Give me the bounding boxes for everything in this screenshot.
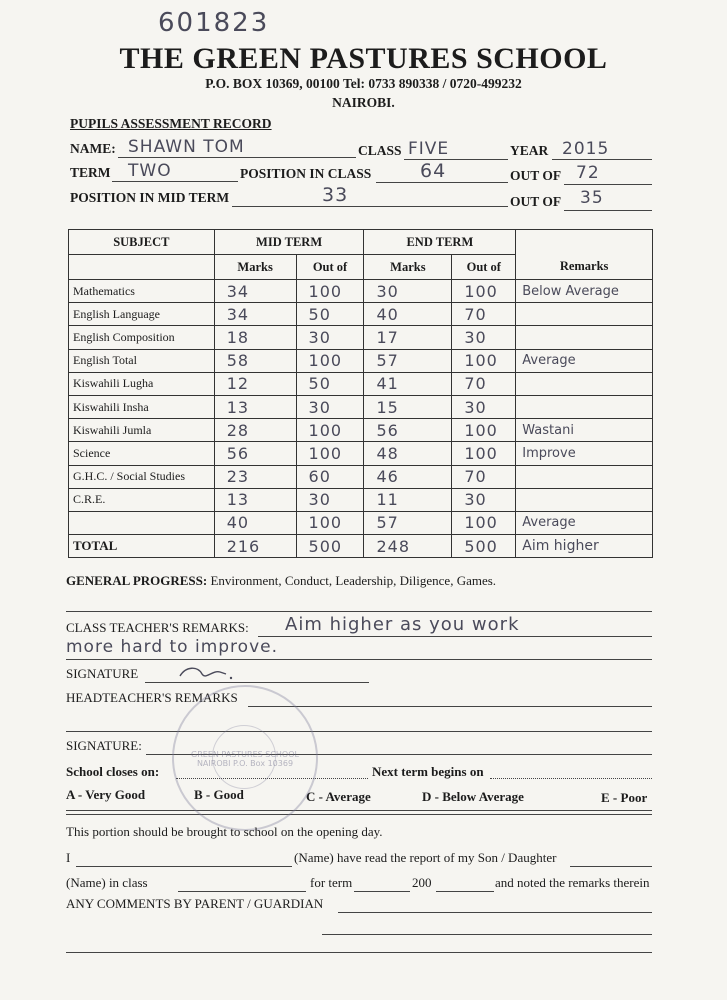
remark-cell [516, 465, 653, 488]
header-mid-outof: Out of [296, 255, 364, 280]
header-subject: SUBJECT [69, 230, 215, 255]
term-label: TERM [70, 165, 111, 180]
end-marks-cell: 41 [364, 372, 452, 395]
remark-cell: Average [516, 349, 653, 372]
mid-outof-cell: 30 [296, 395, 364, 418]
grade-c: C - Average [306, 789, 371, 804]
end-outof-cell: 100 [452, 442, 516, 465]
mid-marks-cell: 28 [214, 419, 296, 442]
header-blank [516, 230, 653, 255]
footer-name-line [76, 866, 292, 867]
position-label: POSITION IN CLASS [240, 166, 372, 181]
headteacher-line-1 [248, 706, 652, 707]
position-line [376, 182, 508, 183]
table-row [69, 303, 653, 326]
closes-label: School closes on: [66, 764, 160, 779]
class-value: FIVE [408, 139, 450, 159]
mid-marks-cell: 34 [214, 303, 296, 326]
subject-cell: Kiswahili Lugha [69, 372, 215, 395]
marks-rows [69, 280, 653, 535]
next-term-line [490, 778, 652, 779]
term-value: TWO [128, 161, 172, 181]
grades-line-2 [66, 814, 652, 815]
general-progress-label: GENERAL PROGRESS: [66, 573, 208, 588]
header-blank-subject [69, 255, 215, 280]
total-label: TOTAL [69, 535, 215, 558]
end-outof-cell: 30 [452, 326, 516, 349]
total-remark: Aim higher [516, 535, 653, 558]
end-marks-cell: 56 [364, 419, 452, 442]
footer-line2-year: 200 [412, 875, 432, 890]
subject-cell: Mathematics [69, 280, 215, 303]
mid-position-line [232, 206, 508, 207]
end-outof-cell: 70 [452, 465, 516, 488]
footer-note: This portion should be brought to school on the opening day. [66, 824, 383, 839]
headteacher-line-2 [66, 731, 652, 732]
footer-comments-line-3 [66, 952, 652, 953]
mid-outof-cell: 100 [296, 349, 364, 372]
mid-marks-cell: 56 [214, 442, 296, 465]
header-mid-marks: Marks [214, 255, 296, 280]
grade-a: A - Very Good [66, 787, 146, 802]
remark-cell [516, 372, 653, 395]
subject-cell: Science [69, 442, 215, 465]
mid-outof-cell: 50 [296, 303, 364, 326]
end-outof-cell: 100 [452, 280, 516, 303]
footer-class-line [178, 891, 306, 892]
year-value: 2015 [562, 139, 610, 159]
end-outof-cell: 30 [452, 395, 516, 418]
outof-label: OUT OF [510, 168, 562, 183]
name-value: SHAWN TOM [128, 137, 245, 157]
mid-marks-cell: 12 [214, 372, 296, 395]
header-end-term: END TERM [364, 230, 516, 255]
mid-outof-cell: 100 [296, 442, 364, 465]
header-end-marks: Marks [364, 255, 452, 280]
grade-b: B - Good [194, 787, 244, 802]
remark-cell: Improve [516, 442, 653, 465]
term-line [112, 181, 238, 182]
mid-outof-value: 35 [580, 188, 604, 208]
school-address: P.O. BOX 10369, 00100 Tel: 0733 890338 / 0720-499232 [205, 76, 522, 91]
name-line [118, 157, 356, 158]
mid-outof-cell: 30 [296, 488, 364, 511]
position-value: 64 [420, 160, 447, 182]
grade-d: D - Below Average [422, 789, 524, 804]
end-marks-cell: 46 [364, 465, 452, 488]
teacher-remarks-label: CLASS TEACHER'S REMARKS: [66, 620, 249, 635]
end-marks-cell: 11 [364, 488, 452, 511]
table-row [69, 511, 653, 534]
mid-marks-cell: 23 [214, 465, 296, 488]
serial-number: 601823 [158, 8, 270, 38]
end-marks-cell: 48 [364, 442, 452, 465]
total-mid-marks: 216 [214, 535, 296, 558]
end-marks-cell: 57 [364, 511, 452, 534]
mid-marks-cell: 40 [214, 511, 296, 534]
total-mid-outof: 500 [296, 535, 364, 558]
table-row [69, 349, 653, 372]
teacher-remarks-line2: more hard to improve. [66, 637, 279, 657]
teacher-line-1 [258, 636, 652, 637]
teacher-remarks-line1: Aim higher as you work [285, 614, 520, 635]
headteacher-label: HEADTEACHER'S REMARKS [66, 690, 238, 705]
table-row [69, 372, 653, 395]
table-row [69, 326, 653, 349]
end-outof-cell: 70 [452, 372, 516, 395]
grades-line-1 [66, 810, 652, 811]
footer-comments-label: ANY COMMENTS BY PARENT / GUARDIAN [66, 896, 324, 911]
end-outof-cell: 100 [452, 419, 516, 442]
total-end-marks: 248 [364, 535, 452, 558]
mid-outof-cell: 50 [296, 372, 364, 395]
remark-cell: Average [516, 511, 653, 534]
table-row [69, 488, 653, 511]
signature-label: SIGNATURE [66, 666, 139, 681]
mid-outof-cell: 100 [296, 511, 364, 534]
remark-cell: Wastani [516, 419, 653, 442]
record-title: PUPILS ASSESSMENT RECORD [70, 116, 272, 131]
table-row [69, 465, 653, 488]
remark-cell [516, 326, 653, 349]
mid-outof-cell: 100 [296, 419, 364, 442]
footer-line2-term: for term [310, 875, 353, 890]
outof-line [564, 184, 652, 185]
footer-line1-prefix: I [66, 850, 71, 865]
footer-child-line [570, 866, 652, 867]
subject-cell: English Total [69, 349, 215, 372]
mid-outof-label: OUT OF [510, 194, 562, 209]
next-term-label: Next term begins on [372, 764, 484, 779]
grade-e: E - Poor [601, 790, 648, 805]
end-marks-cell: 15 [364, 395, 452, 418]
table-row [69, 442, 653, 465]
footer-line1-mid: (Name) have read the report of my Son / Daughter [294, 850, 557, 865]
remark-cell [516, 395, 653, 418]
end-marks-cell: 40 [364, 303, 452, 326]
mid-position-value: 33 [322, 184, 349, 206]
footer-line2-prefix: (Name) in class [66, 875, 148, 890]
mid-outof-cell: 30 [296, 326, 364, 349]
end-outof-cell: 70 [452, 303, 516, 326]
footer-comments-line-2 [322, 934, 652, 935]
year-label: YEAR [510, 143, 549, 158]
end-outof-cell: 100 [452, 511, 516, 534]
subject-cell [69, 511, 215, 534]
marks-table [68, 229, 653, 558]
table-row [69, 419, 653, 442]
outof-value: 72 [576, 163, 600, 183]
remark-cell [516, 488, 653, 511]
school-city: NAIROBI. [332, 95, 395, 110]
progress-line [66, 611, 652, 612]
remark-cell: Below Average [516, 280, 653, 303]
stamp-text: GREEN PASTURES SCHOOL NAIROBI P.O. Box 10369 [191, 750, 299, 768]
teacher-line-2 [66, 659, 652, 660]
subject-cell: English Composition [69, 326, 215, 349]
mid-outof-line [564, 210, 652, 211]
footer-year-line [436, 891, 494, 892]
mid-marks-cell: 34 [214, 280, 296, 303]
header-mid-term: MID TERM [214, 230, 364, 255]
school-name: THE GREEN PASTURES SCHOOL [119, 42, 608, 75]
mid-marks-cell: 18 [214, 326, 296, 349]
subject-cell: Kiswahili Insha [69, 395, 215, 418]
mid-outof-cell: 60 [296, 465, 364, 488]
mid-outof-cell: 100 [296, 280, 364, 303]
end-marks-cell: 30 [364, 280, 452, 303]
footer-comments-line-1 [338, 912, 652, 913]
total-end-outof: 500 [452, 535, 516, 558]
teacher-signature [176, 662, 236, 684]
name-label: NAME: [70, 141, 116, 156]
end-outof-cell: 100 [452, 349, 516, 372]
mid-marks-cell: 13 [214, 395, 296, 418]
end-marks-cell: 17 [364, 326, 452, 349]
table-row [69, 280, 653, 303]
end-outof-cell: 30 [452, 488, 516, 511]
signature2-label: SIGNATURE: [66, 738, 142, 753]
remark-cell [516, 303, 653, 326]
general-progress-text: Environment, Conduct, Leadership, Diligence, Games. [210, 573, 497, 588]
header-end-outof: Out of [452, 255, 516, 280]
general-progress [66, 573, 496, 589]
end-marks-cell: 57 [364, 349, 452, 372]
table-row [69, 395, 653, 418]
footer-term-line [354, 891, 410, 892]
subject-cell: Kiswahili Jumla [69, 419, 215, 442]
year-line [552, 159, 652, 160]
subject-cell: English Language [69, 303, 215, 326]
mid-marks-cell: 58 [214, 349, 296, 372]
mid-marks-cell: 13 [214, 488, 296, 511]
subject-cell: C.R.E. [69, 488, 215, 511]
header-remarks: Remarks [516, 255, 653, 280]
footer-line2-suffix: and noted the remarks therein [495, 875, 650, 890]
mid-position-label: POSITION IN MID TERM [70, 190, 230, 205]
class-label: CLASS [358, 143, 402, 158]
subject-cell: G.H.C. / Social Studies [69, 465, 215, 488]
